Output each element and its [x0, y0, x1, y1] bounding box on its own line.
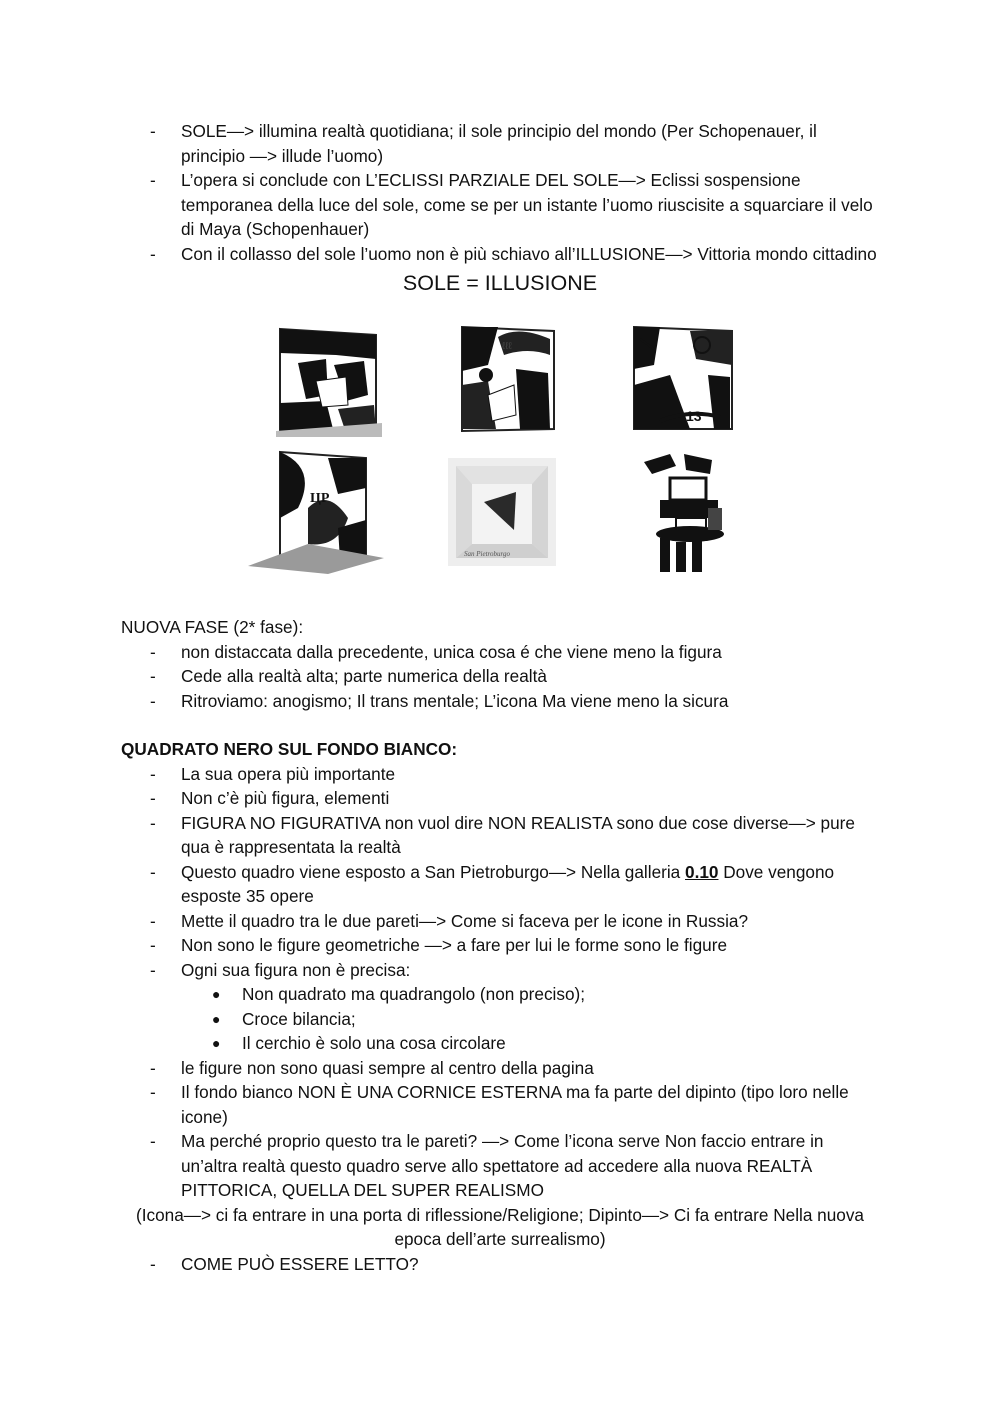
dash-bullet: - [150, 910, 156, 931]
dash-bullet: - [150, 1057, 156, 1078]
dash-bullet: - [150, 121, 156, 141]
sole-list [0, 119, 1000, 266]
dash-bullet: - [150, 861, 156, 882]
dash-bullet: - [150, 1082, 156, 1102]
sub-list-item: ● Il cerchio è solo una cosa circolare [0, 1031, 1000, 1056]
artwork-image-1 [276, 325, 382, 437]
list-item: - Cede alla realtà alta; parte numerica della realtà [0, 664, 1000, 689]
dash-bullet: - [150, 812, 156, 833]
list-item: - FIGURA NO FIGURATIVA non vuol dire NON REALISTA sono due cose diverse—> pure qua è rappresentata la realtà [150, 812, 855, 857]
artwork-image-3 [630, 325, 736, 433]
svg-text:San Pietroburgo: San Pietroburgo [464, 550, 510, 558]
section-heading: QUADRATO NERO SUL FONDO BIANCO: [121, 739, 458, 759]
list-item: - Ogni sua figura non è precisa: ● Non quadrato ma quadrangolo (non preciso); ● Croce bilancia; ● Il cerchio è solo una cosa circolare [0, 958, 1000, 1056]
list-item: - Non c’è più figura, elementi [0, 786, 1000, 811]
svg-text:ℓℓℓ: ℓℓℓ [502, 341, 512, 352]
section-nuova-fase [0, 615, 1000, 713]
dash-bullet: - [150, 666, 156, 686]
gallery-title: SOLE = ILLUSIONE [402, 271, 598, 295]
artwork-number-label: 13 [686, 408, 702, 424]
parenthetical-note: (Icona—> ci fa entrare in una porta di riflessione/Religione; Dipinto—> Ci fa entrare Nella nuova epoca dell’arte surrealismo) [136, 1204, 864, 1249]
list-item: - Mette il quadro tra le due pareti—> Come si faceva per le icone in Russia? [0, 909, 1000, 934]
list-item: - Non sono le figure geometriche —> a fare per lui le forme sono le figure [0, 933, 1000, 958]
list-item: - Questo quadro viene esposto a San Pietroburgo—> Nella galleria 0.10 Dove vengono esposte 35 opere [150, 861, 835, 906]
sub-list-item: ● Croce bilancia; [0, 1007, 1000, 1032]
quadrato-list [0, 762, 1000, 1203]
artwork-image-6 [640, 450, 740, 574]
artwork-image-4 [248, 448, 384, 574]
dash-bullet: - [150, 763, 156, 784]
dash-bullet: - [150, 641, 156, 662]
dot-bullet: ● [212, 986, 221, 1002]
list-item: - Ma perché proprio questo tra le pareti? —> Come l’icona serve Non faccio entrare in un’altra realtà questo quadro serve allo spettatore ad accedere alla nuova REALTÀ PITTORICA, QUELLA DEL SUPER REALISMO [150, 1131, 824, 1200]
section-quadrato-nero [0, 737, 1000, 1276]
dot-bullet: ● [212, 1035, 221, 1051]
dash-bullet: - [150, 690, 156, 711]
sub-list [0, 982, 1000, 1056]
list-item: - L’opera si conclude con L’ECLISSI PARZIALE DEL SOLE—> Eclissi sospensione temporanea della luce del sole, come se per un istante l’uomo riuscisite a squarciare il velo di Maya (Schopenhauer) [150, 170, 873, 239]
gallery-name: 0.10 [685, 861, 719, 882]
nuova-fase-list [0, 640, 1000, 714]
list-item: - La sua opera più importante [0, 762, 1000, 787]
dash-bullet: - [150, 935, 156, 955]
artwork-image-5 [448, 458, 556, 566]
list-item: - Il fondo bianco NON È UNA CORNICE ESTERNA ma fa parte del dipinto (tipo loro nelle icone) [150, 1082, 849, 1127]
list-item: - SOLE—> illumina realtà quotidiana; il sole principio del mondo (Per Schopenauer, il principio —> illude l’uomo) [150, 121, 817, 166]
artwork-gallery [0, 320, 1000, 610]
dash-bullet: - [150, 243, 156, 264]
list-item: - Con il collasso del sole l’uomo non è più schiavo all’ILLUSIONE—> Vittoria mondo cittadino [0, 242, 1000, 267]
dash-bullet: - [150, 788, 156, 808]
dash-bullet: - [150, 1253, 156, 1274]
list-item: - COME PUÒ ESSERE LETTO? [0, 1252, 1000, 1277]
list-item: - le figure non sono quasi sempre al centro della pagina [0, 1056, 1000, 1081]
section-sole [0, 119, 1000, 297]
dot-bullet: ● [212, 1010, 221, 1027]
dash-bullet: - [150, 170, 156, 190]
artwork-image-2 [458, 325, 558, 433]
final-list [0, 1252, 1000, 1277]
dash-bullet: - [150, 959, 156, 980]
svg-text:ЦР: ЦР [310, 491, 330, 506]
list-item: - non distaccata dalla precedente, unica cosa é che viene meno la figura [0, 640, 1000, 665]
section-heading: NUOVA FASE (2* fase): [121, 617, 304, 637]
list-item: - Ritroviamo: anogismo; Il trans mentale; L’icona Ma viene meno la sicura [0, 689, 1000, 714]
dash-bullet: - [150, 1131, 156, 1151]
sub-list-item: ● Non quadrato ma quadrangolo (non preciso); [0, 982, 1000, 1007]
